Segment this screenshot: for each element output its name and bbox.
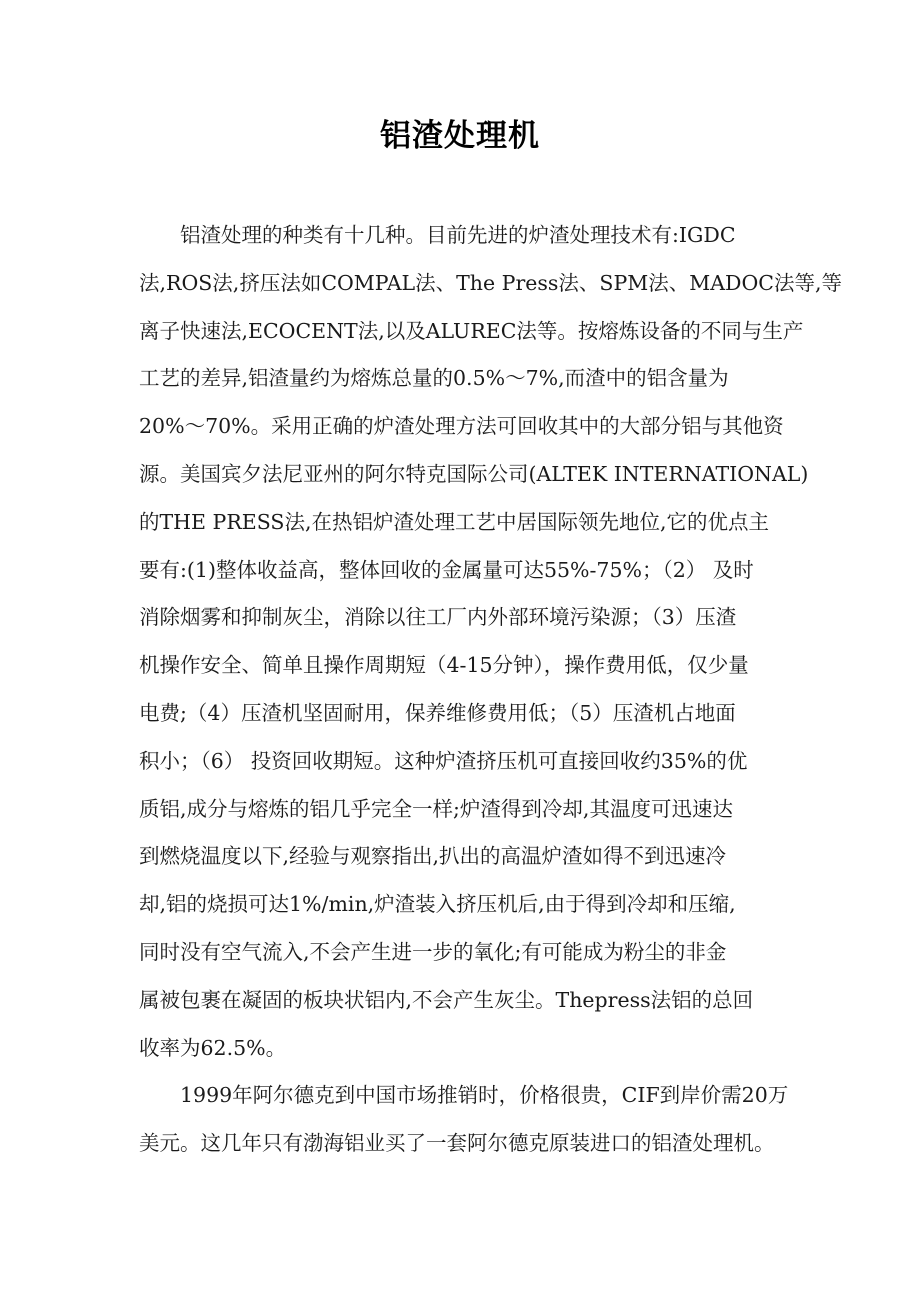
text-line: 离子快速法,ECOCENT法,以及ALUREC法等。按熔炼设备的不同与生产 [139,318,804,343]
text-line: 20%～70%。采用正确的炉渣处理方法可回收其中的大部分铝与其他资 [139,414,784,439]
text-line: 机操作安全、简单且操作周期短（4-15分钟），操作费用低，仅少量 [139,653,749,678]
text-line: 消除烟雾和抑制灰尘，消除以往工厂内外部环境污染源；（3）压渣 [139,605,737,630]
text-line: 的THE PRESS法,在热铝炉渣处理工艺中居国际领先地位,它的优点主 [139,509,769,534]
text-line: 却,铝的烧损可达1%/min,炉渣装入挤压机后,由于得到冷却和压缩, [139,892,736,917]
text-line: 质铝,成分与熔炼的铝几乎完全一样;炉渣得到冷却,其温度可迅速达 [139,796,733,821]
text-line: 属被包裹在凝固的板块状铝内,不会产生灰尘。Thepress法铝的总回 [139,987,754,1012]
text-line: 美元。这几年只有渤海铝业买了一套阿尔德克原装进口的铝渣处理机。 [139,1131,775,1156]
text-line: 法,ROS法,挤压法如COMPAL法、The Press法、SPM法、MADOC法等,等 [139,270,842,295]
text-line: 电费;（4）压渣机坚固耐用，保养维修费用低；（5）压渣机占地面 [139,700,736,725]
text-line: 要有:(1)整体收益高，整体回收的金属量可达55%-75%；（2） 及时 [139,557,754,582]
document-body [139,212,842,1168]
text-line: 收率为62.5%。 [139,1035,287,1060]
document-title: 铝渣处理机 [380,118,540,154]
text-line: 积小；（6） 投资回收期短。这种炉渣挤压机可直接回收约35%的优 [139,748,748,773]
text-line: 源。美国宾夕法尼亚州的阿尔特克国际公司(ALTEK INTERNATIONAL) [139,461,809,486]
text-line: 到燃烧温度以下,经验与观察指出,扒出的高温炉渣如得不到迅速冷 [139,844,727,869]
text-line: 工艺的差异,铝渣量约为熔炼总量的0.5%～7%,而渣中的铝含量为 [139,366,729,391]
text-line: 铝渣处理的种类有十几种。目前先进的炉渣处理技术有:IGDC [180,223,736,247]
text-line: 同时没有空气流入,不会产生进一步的氧化;有可能成为粉尘的非金 [139,939,727,964]
paragraph-2 [139,1072,799,1168]
paragraph-1 [139,212,842,1072]
text-line: 1999年阿尔德克到中国市场推销时，价格很贵，CIF到岸价需20万 [180,1083,789,1108]
